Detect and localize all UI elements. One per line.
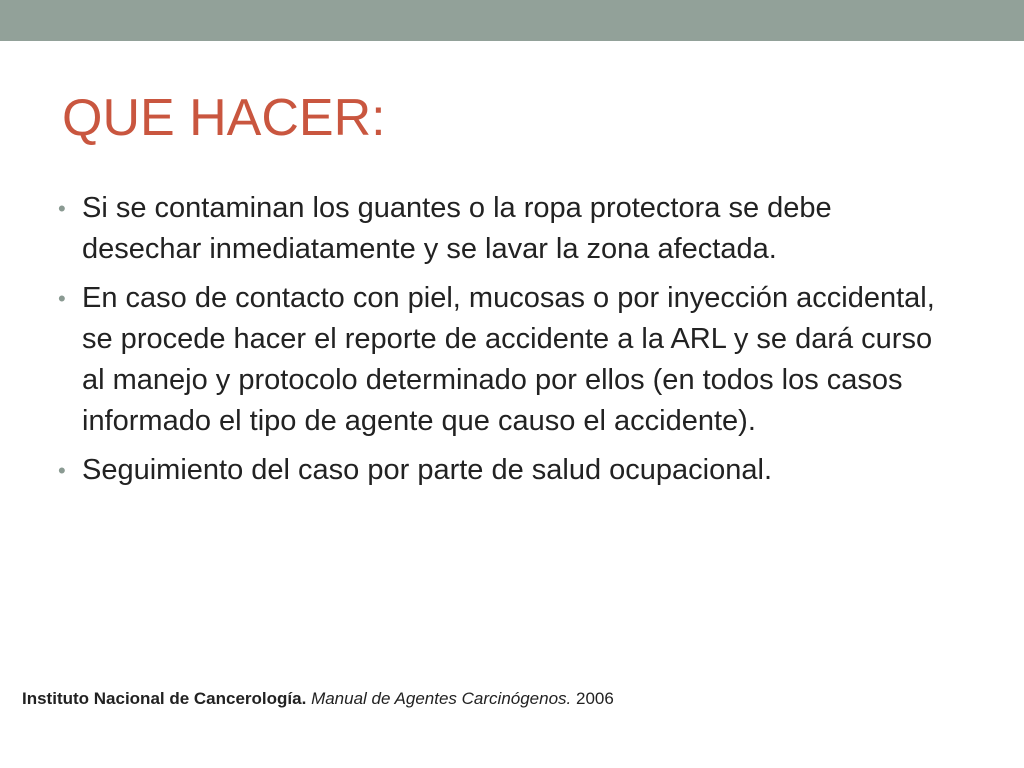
bullet-dot-icon: • xyxy=(58,196,66,221)
bullet-dot-icon: • xyxy=(58,286,66,311)
bullet-item xyxy=(58,188,958,270)
bullet-list xyxy=(58,188,958,499)
citation xyxy=(22,688,614,710)
bullet-dot-icon: • xyxy=(58,458,66,483)
bullet-item xyxy=(58,450,958,491)
citation-year: 2006 xyxy=(576,689,614,708)
citation-author: Instituto Nacional de Cancerología. xyxy=(22,689,307,708)
bullet-item xyxy=(58,278,958,442)
citation-work: Manual de Agentes Carcinógenos. xyxy=(311,689,572,708)
slide-top-bar xyxy=(0,0,1024,41)
bullet-text: Seguimiento del caso por parte de salud ocupacional. xyxy=(82,454,773,486)
bullet-text: Si se contaminan los guantes o la ropa protectora se debe desechar inmediatamente y se lavar la zona afectada. xyxy=(82,192,832,265)
slide-title: QUE HACER: xyxy=(62,89,386,147)
bullet-text: En caso de contacto con piel, mucosas o por inyección accidental, se procede hacer el reporte de accidente a la ARL y se dará curso al manejo y protocolo determinado por ellos (en todos los casos informado el tipo de agente que causo el accidente). xyxy=(82,282,935,437)
